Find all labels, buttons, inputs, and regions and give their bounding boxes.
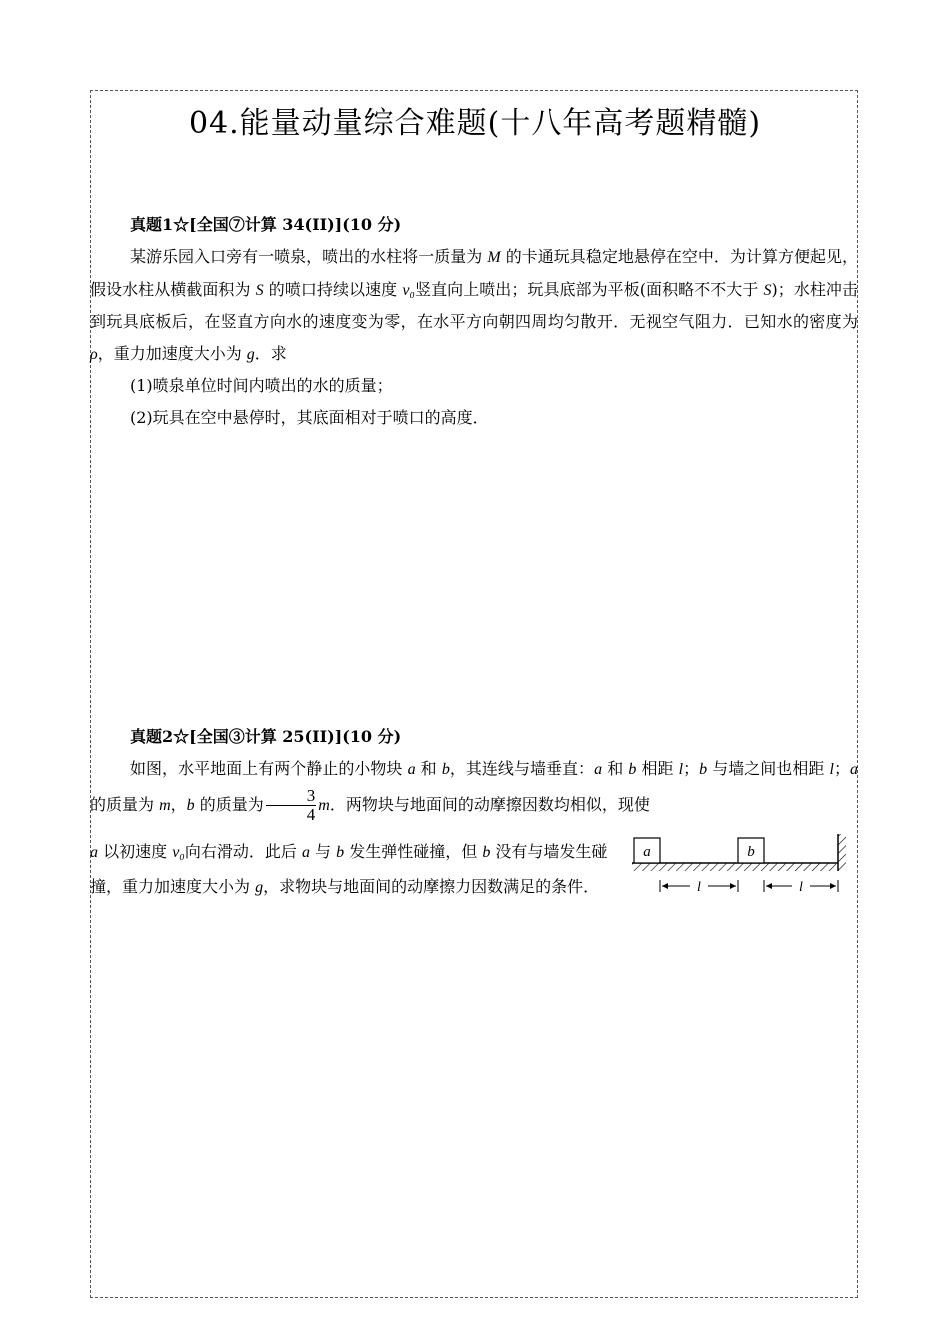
ground-hatch <box>632 863 836 871</box>
block-b-label: b <box>747 844 755 860</box>
arrowhead-2-left <box>766 883 772 889</box>
question-1-heading: 真题1☆[全国⑦计算 34(II)](10 分) <box>130 215 402 234</box>
question-1-sub-2: (2)玩具在空中悬停时，其底面相对于喷口的高度． <box>130 407 489 427</box>
question-1-body <box>90 241 858 433</box>
question-2-body-bottom: a 以初速度 v₀向右滑动．此后 a 与 b 发生弹性碰撞，但 b 没有与墙发生碰撞，重力加速度大小为 g，求物块与地面间的动摩擦力因数满足的条件． <box>90 842 608 896</box>
arrowhead-1-right <box>730 883 736 889</box>
question-2-heading: 真题2☆[全国③计算 25(II)](10 分) <box>130 727 402 746</box>
question-1-sub-1: (1)喷泉单位时间内喷出的水的质量； <box>130 376 393 395</box>
arrowhead-1-left <box>662 883 668 889</box>
blocks-wall-figure <box>630 832 850 902</box>
block-a-label: a <box>643 844 651 860</box>
wall-hatch <box>838 834 846 871</box>
question-1-stem: 某游乐园入口旁有一喷泉，喷出的水柱将一质量为 M 的卡通玩具稳定地悬停在空中．为计算方便起见，假设水柱从横截面积为 S 的喷口持续以速度 v₀竖直向上喷出；玩具底部为平板(面积略不不大于 S)；水柱冲击到玩具底板后，在竖直方向水的速度变为零，在水平方向朝四周均匀散开．无视空气阻力．已知水的密度为 ρ，重力加速度大小为 g．求 <box>90 247 858 363</box>
dim-2-label: l <box>799 880 803 895</box>
question-2-body-top <box>90 752 858 824</box>
arrowhead-2-right <box>830 883 836 889</box>
page-title: 04.能量动量综合难题(十八年高考题精髓) <box>188 106 762 141</box>
dim-1-label: l <box>697 880 701 895</box>
question-2-stem: 如图，水平地面上有两个静止的小物块 a 和 b，其连线与墙垂直：a 和 b 相距 l；b 与墙之间也相距 l；a 的质量为 m，b 的质量为 $\frac{3}{4}$ m．两物块与地面间的动摩擦因数均相似，现使 <box>90 759 858 824</box>
fraction-three-quarters: $\frac{3}{4}$ <box>266 787 317 824</box>
